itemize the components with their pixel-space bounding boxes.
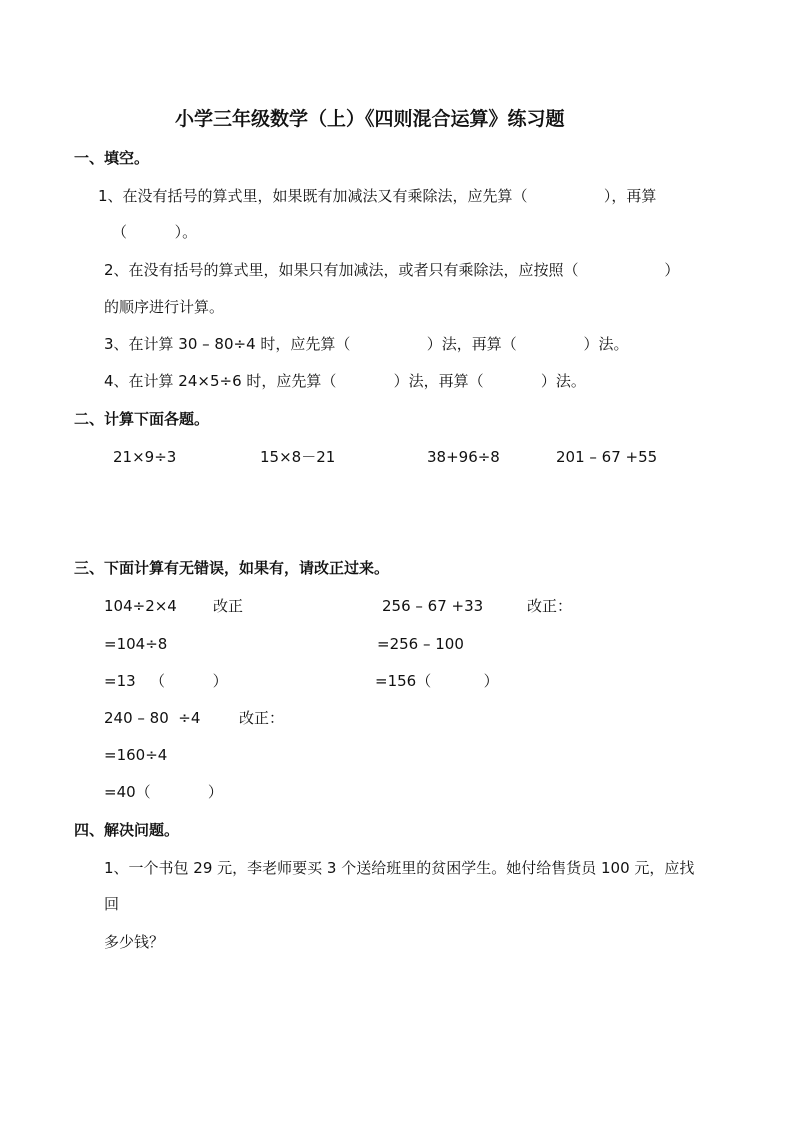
calc-problem-4: 201 – 67 +55	[556, 448, 658, 466]
word-problem-1-line-3: 多少钱？	[104, 933, 165, 951]
calc-problem-1: 21×9÷3	[113, 448, 177, 466]
error-c-line-2: =160÷4	[104, 746, 168, 764]
fill-question-4: 4、在计算 24×5÷6 时，应先算（ ）法，再算（ ）法。	[104, 372, 586, 390]
error-c-line-1: 240 – 80 ÷4	[104, 709, 201, 727]
error-b-line-3: =156（ ）	[375, 672, 499, 690]
error-b-line-1: 256 – 67 +33	[382, 597, 484, 615]
error-a-fix-label: 改正	[213, 597, 244, 615]
fill-question-2-line-2: 的顺序进行计算。	[104, 298, 225, 316]
section-2-heading: 二、计算下面各题。	[74, 410, 210, 428]
error-b-line-2: =256 – 100	[377, 635, 464, 653]
section-4-heading: 四、解决问题。	[74, 821, 180, 839]
calc-problem-2: 15×8－21	[260, 448, 336, 466]
fill-question-1-line-2: （ ）。	[112, 223, 198, 241]
fill-question-3: 3、在计算 30 – 80÷4 时，应先算（ ）法，再算（ ）法。	[104, 335, 629, 353]
calc-problem-3: 38+96÷8	[427, 448, 500, 466]
fill-question-2-line-1: 2、在没有括号的算式里，如果只有加减法，或者只有乘除法，应按照（ ）	[104, 261, 680, 279]
fill-question-1-line-1: 1、在没有括号的算式里，如果既有加减法又有乘除法，应先算（ ），再算	[98, 187, 657, 205]
error-a-line-1: 104÷2×4	[104, 597, 177, 615]
error-a-line-2: =104÷8	[104, 635, 168, 653]
section-1-heading: 一、填空。	[74, 149, 150, 167]
word-problem-1-line-1: 1、一个书包 29 元，李老师要买 3 个送给班里的贫困学生。她付给售货员 100 元，应找	[104, 859, 695, 877]
error-b-fix-label: 改正：	[527, 597, 573, 615]
error-c-line-3: =40（ ）	[104, 783, 223, 801]
section-3-heading: 三、下面计算有无错误，如果有，请改正过来。	[74, 559, 390, 577]
error-c-fix-label: 改正：	[239, 709, 285, 727]
word-problem-1-line-2: 回	[104, 895, 120, 913]
error-a-line-3: =13 （ ）	[104, 672, 228, 690]
page-title: 小学三年级数学（上）《四则混合运算》练习题	[175, 108, 565, 130]
